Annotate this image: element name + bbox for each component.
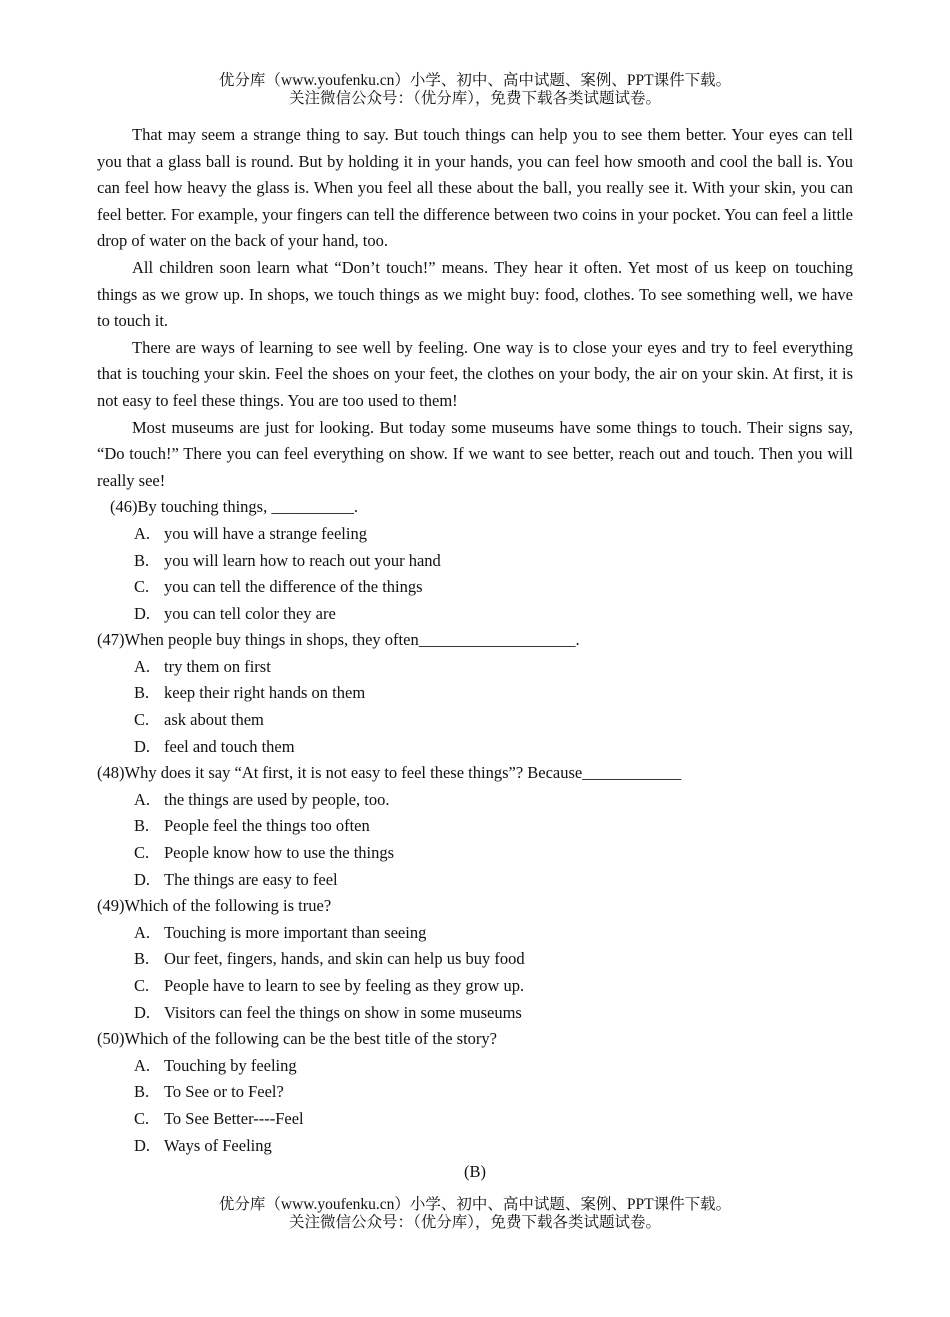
option-letter: B. xyxy=(134,683,150,703)
option-text: keep their right hands on them xyxy=(164,683,366,703)
option-text: People feel the things too often xyxy=(164,816,370,836)
option-a xyxy=(97,521,853,548)
option-a xyxy=(97,1053,853,1080)
option-letter: A. xyxy=(134,789,151,809)
option-letter: D. xyxy=(134,1135,151,1155)
question-stem: (50)Which of the following can be the best title of the story? xyxy=(97,1029,498,1049)
option-text: To See or to Feel? xyxy=(164,1082,284,1102)
option-letter: C. xyxy=(134,577,150,597)
option-text: Touching by feeling xyxy=(164,1055,297,1075)
question-stem: (47)When people buy things in shops, they often___________________. xyxy=(97,630,580,650)
option-d xyxy=(97,601,853,628)
option-b xyxy=(97,813,853,840)
footer-line-2: 关注微信公众号：（优分库），免费下载各类试题试卷。 xyxy=(288,1214,661,1231)
question-46 xyxy=(97,494,853,627)
option-text: ask about them xyxy=(164,710,264,730)
option-b xyxy=(97,680,853,707)
option-b xyxy=(97,1079,853,1106)
option-text: People have to learn to see by feeling as they grow up. xyxy=(164,976,525,995)
option-d xyxy=(97,1133,853,1160)
option-a xyxy=(97,654,853,681)
option-a xyxy=(97,920,853,947)
footer-line-1: 优分库（www.youfenku.cn）小学、初中、高中试题、案例、PPT课件下载。 xyxy=(218,1196,732,1213)
option-text: The things are easy to feel xyxy=(164,869,338,889)
option-c xyxy=(97,1106,853,1133)
question-49 xyxy=(97,893,853,1026)
option-letter: B. xyxy=(134,816,150,836)
option-text: Touching is more important than seeing xyxy=(164,922,427,942)
passage-paragraph-3: There are ways of learning to see well by feeling. One way is to close your eyes and try to feel everything that is touching your skin. Feel the shoes on your feet, the clothes on your body, the air on your skin. At first, it is not easy to feel these things. You are too used to them! xyxy=(97,337,853,410)
question-stem: (46)By touching things, __________. xyxy=(110,497,358,517)
option-a xyxy=(97,787,853,814)
option-letter: C. xyxy=(134,976,150,995)
option-c xyxy=(97,574,853,601)
option-text: you will have a strange feeling xyxy=(164,523,367,543)
option-letter: A. xyxy=(134,1055,151,1075)
option-text: Ways of Feeling xyxy=(164,1135,272,1155)
header-line-2: 关注微信公众号：（优分库），免费下载各类试题试卷。 xyxy=(288,90,661,107)
option-letter: D. xyxy=(134,736,151,756)
option-d xyxy=(97,1000,853,1027)
option-letter: D. xyxy=(134,1002,151,1022)
option-text: you will learn how to reach out your hand xyxy=(164,550,441,570)
option-c xyxy=(97,973,853,1000)
option-text: you can tell the difference of the things xyxy=(164,577,423,597)
option-text: try them on first xyxy=(164,656,271,676)
question-48 xyxy=(97,760,853,893)
option-b xyxy=(97,548,853,575)
option-letter: B. xyxy=(134,550,150,570)
page-header xyxy=(0,72,950,108)
option-letter: C. xyxy=(134,843,150,863)
question-47 xyxy=(97,627,853,760)
option-letter: D. xyxy=(134,869,151,889)
page-footer xyxy=(0,1196,950,1232)
option-letter: B. xyxy=(134,1082,150,1102)
option-letter: C. xyxy=(134,1108,150,1128)
option-d xyxy=(97,867,853,894)
option-c xyxy=(97,707,853,734)
option-d xyxy=(97,734,853,761)
option-letter: D. xyxy=(134,603,151,623)
header-line-1: 优分库（www.youfenku.cn）小学、初中、高中试题、案例、PPT课件下载。 xyxy=(218,72,732,89)
passage-paragraph-2: All children soon learn what “Don’t touch!” means. They hear it often. Yet most of us keep on touching things as we grow up. In shops, we touch things as we might buy: food, clothes. To see something well, we have to touch it. xyxy=(97,257,853,331)
passage-paragraph-1: That may seem a strange thing to say. But touch things can help you to see them better. Your eyes can tell you that a glass ball is round. But by holding it in your hands, you can feel how smooth and cool the ball is. You can feel how heavy the glass is. When you feel all these about the ball, you really see it. With your skin, you can feel better. For example, your fingers can tell the difference between two coins in your pocket. You can feel a little drop of water on the back of your hand, too. xyxy=(97,125,853,251)
option-text: the things are used by people, too. xyxy=(164,789,390,809)
option-text: People know how to use the things xyxy=(164,843,395,863)
option-letter: A. xyxy=(134,523,151,543)
option-letter: A. xyxy=(134,656,151,676)
passage-paragraph-4: Most museums are just for looking. But today some museums have some things to touch. Their signs say, “Do touch!” There you can feel everything on show. If we want to see better, reach out and touch. Then you will really see! xyxy=(97,417,853,490)
option-text: To See Better----Feel xyxy=(164,1108,304,1128)
question-50 xyxy=(97,1026,853,1159)
option-b xyxy=(97,946,853,973)
option-text: Our feet, fingers, hands, and skin can help us buy food xyxy=(164,949,525,969)
document-body xyxy=(97,122,853,1186)
option-text: feel and touch them xyxy=(164,736,295,756)
option-text: you can tell color they are xyxy=(164,603,336,623)
option-c xyxy=(97,840,853,867)
option-letter: B. xyxy=(134,949,150,969)
option-letter: A. xyxy=(134,922,151,942)
section-heading-b: (B) xyxy=(464,1162,486,1182)
option-letter: C. xyxy=(134,710,150,730)
question-stem: (48)Why does it say “At first, it is not easy to feel these things”? Because____________ xyxy=(97,763,682,783)
question-stem: (49)Which of the following is true? xyxy=(97,896,332,916)
option-text: Visitors can feel the things on show in some museums xyxy=(164,1002,522,1022)
